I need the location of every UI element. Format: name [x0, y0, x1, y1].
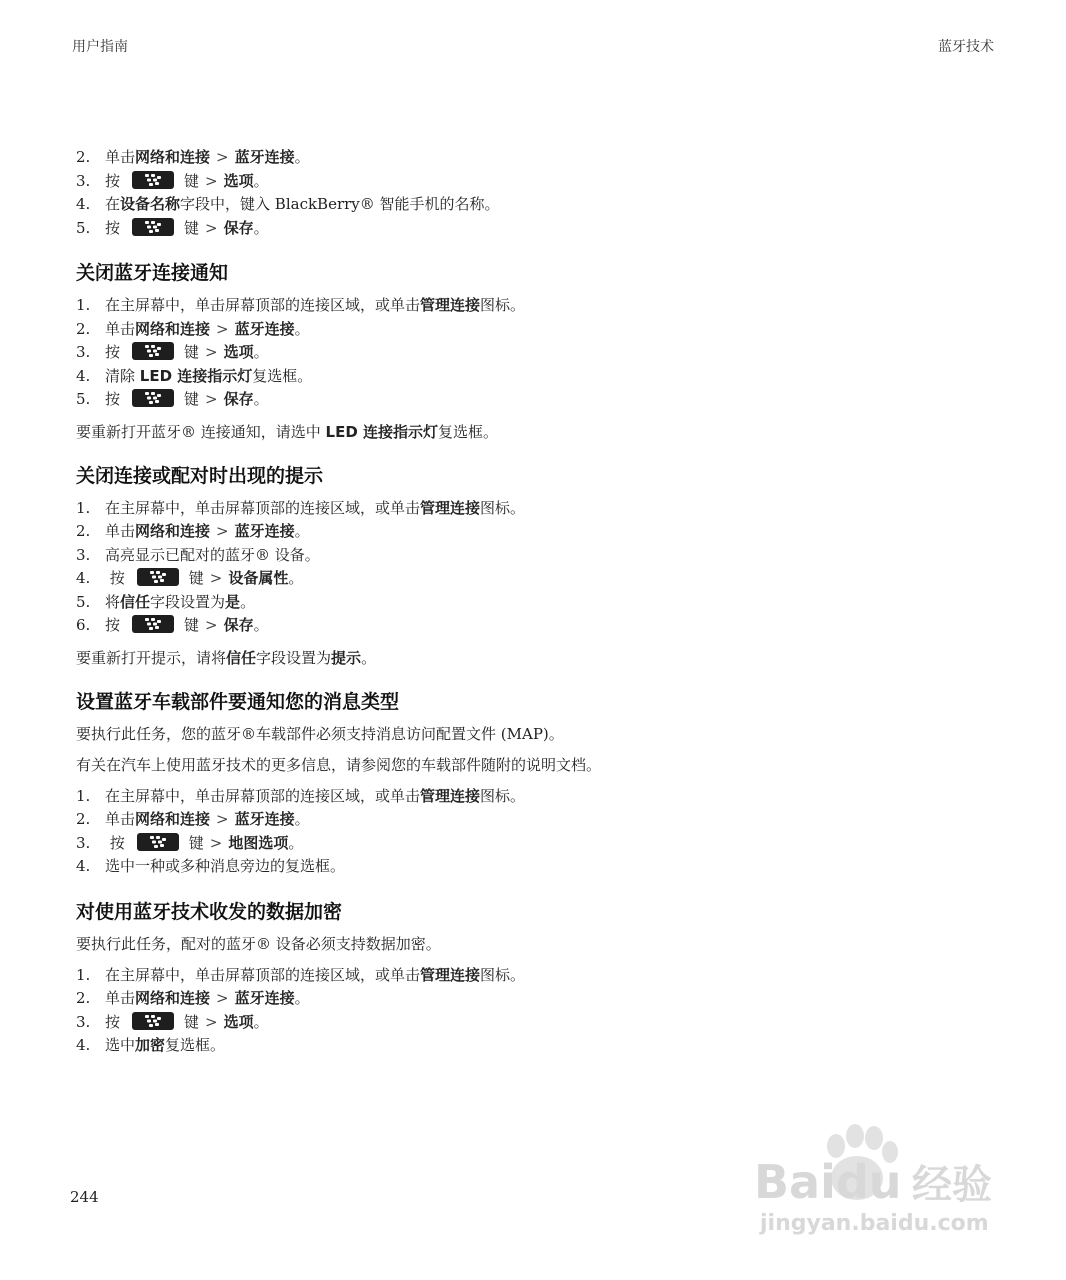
- text-run: 清除: [105, 366, 140, 385]
- text-run: 单击: [105, 148, 136, 166]
- step-number: 6.: [76, 616, 91, 634]
- step-item: [76, 544, 996, 568]
- document-body: [76, 146, 996, 1078]
- ui-term: LED 连接指示灯: [325, 422, 439, 441]
- step-item: [76, 497, 996, 521]
- ui-term: 选项: [223, 171, 254, 190]
- section-title: 设置蓝牙车载部件要通知您的消息类型: [76, 690, 400, 713]
- text-run: 在主屏幕中，单击屏幕顶部的连接区域，或单击: [105, 296, 421, 314]
- ui-term: 网络和连接: [135, 810, 211, 828]
- steps-list: [76, 497, 996, 638]
- ui-term: 选项: [223, 1012, 254, 1031]
- text-run: 。: [294, 989, 310, 1007]
- path-separator: >: [216, 319, 229, 338]
- text-run: 。: [253, 218, 269, 237]
- blackberry-menu-key-icon: [137, 833, 179, 851]
- step-number: 2.: [76, 319, 91, 338]
- path-separator: >: [216, 989, 229, 1007]
- text-run: 按: [105, 616, 121, 634]
- path-separator: >: [205, 616, 218, 634]
- watermark-brand-cn: 经验: [912, 1162, 992, 1208]
- path-separator: >: [216, 810, 229, 828]
- ui-term: 是: [225, 592, 241, 611]
- text-run: 按: [105, 390, 121, 408]
- step-number: 1.: [76, 296, 91, 314]
- ui-term: 选项: [223, 343, 254, 361]
- step-number: 4.: [76, 366, 91, 385]
- ui-term: 保存: [223, 390, 254, 408]
- ui-term: 管理连接: [420, 786, 481, 805]
- section-title: 关闭蓝牙连接通知: [76, 262, 229, 284]
- note-paragraph: [76, 647, 996, 669]
- step-number: 2.: [76, 989, 91, 1007]
- step-number: 4.: [76, 1036, 91, 1054]
- ui-term: 保存: [223, 616, 254, 634]
- section: [76, 899, 996, 1058]
- baidu-jingyan-watermark: [752, 1118, 1012, 1243]
- intro-paragraph: [76, 933, 996, 955]
- text-run: 。: [253, 616, 269, 634]
- step-item: [76, 146, 996, 170]
- text-run: 。: [288, 569, 304, 587]
- text-run: 。: [294, 319, 310, 338]
- ui-term: 设备名称: [120, 195, 181, 213]
- step-number: 2.: [76, 522, 91, 540]
- step-number: 4.: [76, 195, 91, 213]
- text-run: 图标。: [480, 296, 526, 314]
- steps-list: [76, 964, 996, 1058]
- ui-term: 网络和连接: [135, 989, 211, 1007]
- step-item: [76, 964, 996, 988]
- intro-paragraph: [76, 723, 996, 745]
- text-run: 键: [188, 569, 204, 587]
- step-item: [76, 193, 996, 217]
- step-number: 1.: [76, 498, 91, 517]
- header-right-title: 蓝牙技术: [938, 39, 994, 55]
- step-item: [76, 217, 996, 241]
- step-number: 3.: [76, 343, 91, 361]
- page-number: 244: [70, 1188, 99, 1206]
- step-item: [76, 170, 996, 194]
- step-item: [76, 614, 996, 638]
- section: [76, 146, 996, 240]
- text-run: 。: [253, 1012, 269, 1031]
- text-run: 字段中，键入 BlackBerry® 智能手机的名称。: [180, 195, 500, 213]
- text-run: 按: [105, 343, 121, 361]
- step-item: [76, 987, 996, 1011]
- ui-term: 蓝牙连接: [234, 319, 295, 338]
- path-separator: >: [205, 1012, 218, 1031]
- section-title: 对使用蓝牙技术收发的数据加密: [76, 900, 343, 923]
- text-run: 键: [184, 616, 200, 634]
- text-run: 选中一种或多种消息旁边的复选框。: [105, 857, 346, 875]
- text-run: 在主屏幕中，单击屏幕顶部的连接区域，或单击: [105, 498, 421, 517]
- step-number: 3.: [76, 833, 91, 852]
- step-number: 5.: [76, 390, 91, 408]
- path-separator: >: [209, 569, 223, 587]
- header-left-title: 用户指南: [72, 39, 128, 55]
- text-run: 要执行此任务，配对的蓝牙® 设备必须支持数据加密。: [76, 934, 441, 953]
- text-run: 按: [105, 218, 121, 237]
- text-run: 在主屏幕中，单击屏幕顶部的连接区域，或单击: [105, 786, 421, 805]
- step-item: [76, 855, 996, 879]
- text-run: 键: [184, 343, 200, 361]
- step-number: 3.: [76, 545, 91, 564]
- text-run: 要重新打开提示，请将: [76, 648, 227, 667]
- section: [76, 689, 996, 879]
- step-number: 3.: [76, 1012, 91, 1031]
- text-run: 复选框。: [438, 422, 499, 441]
- section: [76, 463, 996, 669]
- text-run: 高亮显示已配对的蓝牙® 设备。: [105, 545, 320, 564]
- step-item: [76, 1011, 996, 1035]
- step-number: 5.: [76, 218, 91, 237]
- ui-term: 保存: [223, 218, 254, 237]
- ui-term: 管理连接: [420, 296, 481, 314]
- step-item: [76, 785, 996, 809]
- text-run: 。: [361, 648, 377, 667]
- ui-term: 提示: [331, 648, 362, 667]
- text-run: 键: [184, 390, 200, 408]
- step-item: [76, 388, 996, 412]
- ui-term: 地图选项: [228, 833, 289, 852]
- path-separator: >: [209, 833, 223, 852]
- text-run: 字段设置为: [256, 648, 332, 667]
- text-run: 单击: [105, 810, 136, 828]
- steps-list: [76, 146, 996, 240]
- text-run: 复选框。: [165, 1036, 226, 1054]
- blackberry-menu-key-icon: [132, 218, 174, 236]
- step-item: [76, 1034, 996, 1058]
- text-run: 在: [105, 195, 121, 213]
- path-separator: >: [205, 218, 218, 237]
- step-item: [76, 591, 996, 615]
- blackberry-menu-key-icon: [132, 615, 174, 633]
- text-run: 图标。: [480, 498, 526, 517]
- text-run: 图标。: [480, 786, 526, 805]
- blackberry-menu-key-icon: [132, 389, 174, 407]
- text-run: 键: [184, 218, 200, 237]
- step-item: [76, 567, 996, 591]
- step-item: [76, 808, 996, 832]
- text-run: 字段设置为: [150, 592, 226, 611]
- step-item: [76, 294, 996, 318]
- text-run: 复选框。: [252, 366, 313, 385]
- path-separator: >: [216, 522, 229, 540]
- text-run: 将: [105, 592, 121, 611]
- step-item: [76, 832, 996, 856]
- text-run: 有关在汽车上使用蓝牙技术的更多信息，请参阅您的车载部件随附的说明文档。: [76, 755, 602, 774]
- blackberry-menu-key-icon: [132, 1012, 174, 1030]
- text-run: 按: [105, 833, 125, 852]
- ui-term: 设备属性: [228, 569, 289, 587]
- ui-term: 蓝牙连接: [234, 148, 295, 166]
- text-run: 。: [294, 148, 310, 166]
- blackberry-menu-key-icon: [137, 568, 179, 586]
- steps-list: [76, 294, 996, 412]
- step-number: 1.: [76, 965, 91, 984]
- text-run: 按: [105, 1012, 121, 1031]
- text-run: 在主屏幕中，单击屏幕顶部的连接区域，或单击: [105, 965, 421, 984]
- step-number: 4.: [76, 857, 91, 875]
- step-item: [76, 520, 996, 544]
- note-paragraph: [76, 421, 996, 443]
- ui-term: 蓝牙连接: [234, 522, 295, 540]
- ui-term: 蓝牙连接: [234, 989, 295, 1007]
- path-separator: >: [205, 171, 218, 190]
- intro-paragraph: [76, 754, 996, 776]
- text-run: 。: [253, 343, 269, 361]
- step-number: 2.: [76, 810, 91, 828]
- step-number: 3.: [76, 171, 91, 190]
- ui-term: 网络和连接: [135, 319, 211, 338]
- step-number: 1.: [76, 786, 91, 805]
- ui-term: 管理连接: [420, 498, 481, 517]
- text-run: 单击: [105, 319, 136, 338]
- text-run: 图标。: [480, 965, 526, 984]
- step-item: [76, 365, 996, 389]
- ui-term: 蓝牙连接: [234, 810, 295, 828]
- blackberry-menu-key-icon: [132, 171, 174, 189]
- text-run: 。: [240, 592, 256, 611]
- ui-term: 网络和连接: [135, 148, 211, 166]
- watermark-url: jingyan.baidu.com: [760, 1211, 989, 1236]
- steps-list: [76, 785, 996, 879]
- path-separator: >: [216, 148, 229, 166]
- text-run: 要重新打开蓝牙® 连接通知，请选中: [76, 422, 326, 441]
- step-number: 5.: [76, 592, 91, 611]
- text-run: 。: [288, 833, 304, 852]
- text-run: 。: [294, 522, 310, 540]
- text-run: 单击: [105, 522, 136, 540]
- path-separator: >: [205, 390, 218, 408]
- text-run: 。: [294, 810, 310, 828]
- ui-term: LED 连接指示灯: [139, 366, 253, 385]
- text-run: 键: [188, 833, 204, 852]
- ui-term: 信任: [226, 648, 257, 667]
- step-item: [76, 341, 996, 365]
- watermark-brand: Baidu: [754, 1155, 902, 1209]
- text-run: 。: [253, 390, 269, 408]
- path-separator: >: [205, 343, 218, 361]
- text-run: 要执行此任务，您的蓝牙®车载部件必须支持消息访问配置文件 (MAP)。: [76, 724, 564, 743]
- step-item: [76, 318, 996, 342]
- section-title: 关闭连接或配对时出现的提示: [76, 464, 324, 487]
- blackberry-menu-key-icon: [132, 342, 174, 360]
- step-number: 2.: [76, 148, 91, 166]
- text-run: 按: [105, 171, 121, 190]
- text-run: 。: [253, 171, 269, 190]
- ui-term: 加密: [135, 1036, 166, 1054]
- text-run: 选中: [105, 1036, 136, 1054]
- text-run: 键: [184, 1012, 200, 1031]
- ui-term: 网络和连接: [135, 522, 211, 540]
- text-run: 单击: [105, 989, 136, 1007]
- step-number: 4.: [76, 569, 91, 587]
- ui-term: 信任: [120, 592, 151, 611]
- text-run: 按: [105, 569, 125, 587]
- section: [76, 260, 996, 443]
- ui-term: 管理连接: [420, 965, 481, 984]
- text-run: 键: [184, 171, 200, 190]
